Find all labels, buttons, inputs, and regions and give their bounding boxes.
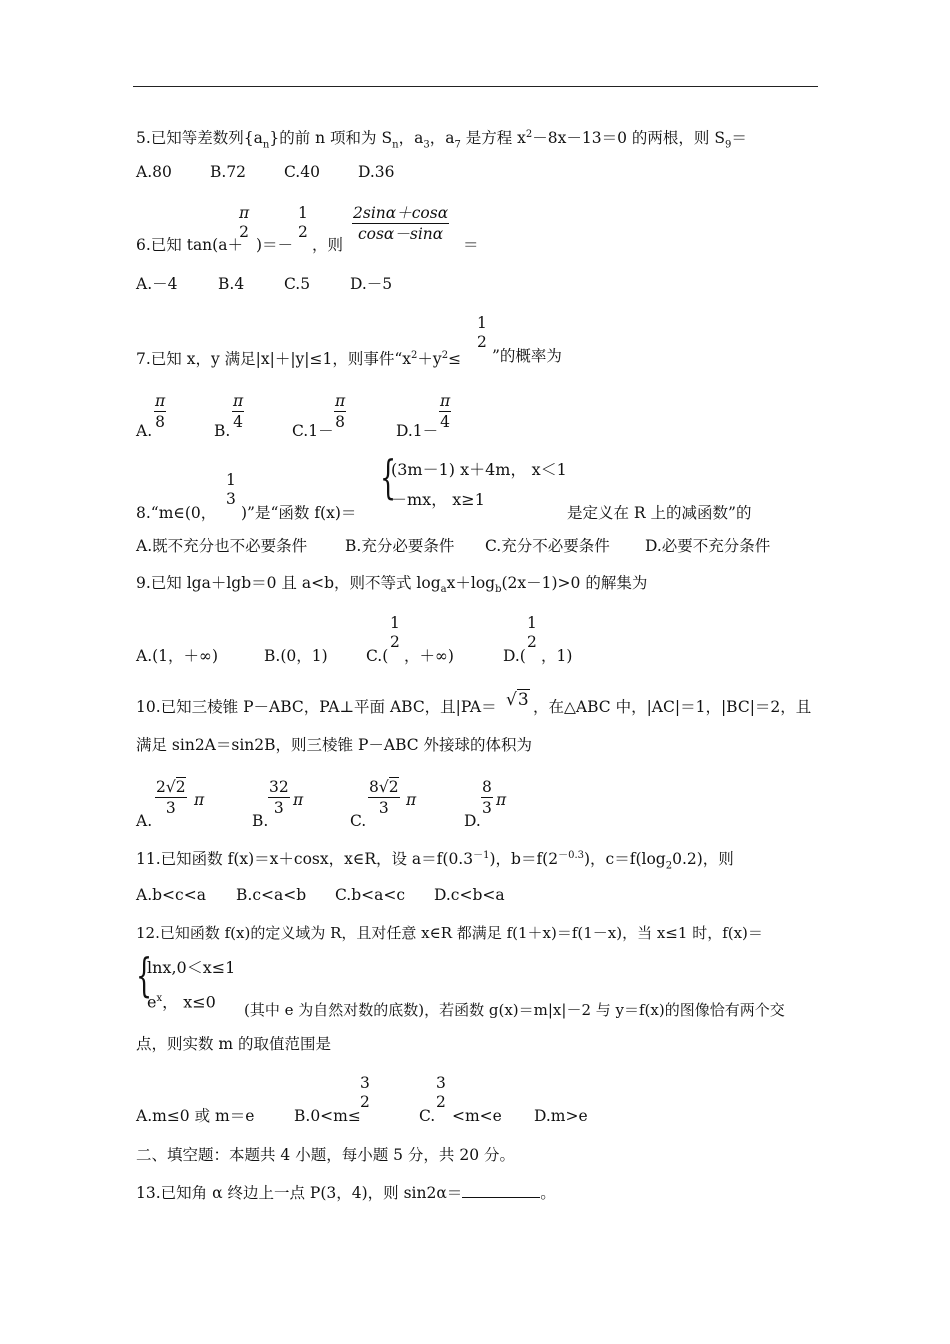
q8-one-third: 1 3 [226,471,236,508]
q10-option-a-label: A. [136,812,153,830]
q12-option-d: D.m>e [534,1107,588,1125]
q9-option-d-label: D.( [503,647,526,665]
q7-option-b-frac: π 4 [233,392,244,431]
q13-stem: 13.已知角 α 终边上一点 P(3，4)，则 sin2α＝ 。 [136,1184,556,1202]
section-2-heading: 二、填空题：本题共 4 小题，每小题 5 分，共 20 分。 [136,1146,516,1164]
q9-option-d-frac: 1 2 [527,614,537,651]
q10-option-d-frac: 8 3 [482,778,492,817]
q8-stem-start: 8.“m∈(0， [136,504,217,522]
q7-option-a-frac: π 8 [155,392,166,431]
q9-option-c-label: C.( [366,647,389,665]
q12-piecewise-brace: { [136,948,153,1002]
q5-option-d: D.36 [358,163,395,181]
q10-option-d-label: D. [464,812,481,830]
q10-stem-end: ，在△ABC 中，|AC|＝1，|BC|＝2，且 [533,698,812,716]
header-rule [133,86,818,87]
q7-option-d-frac: π 4 [440,392,451,431]
q11-option-d: D.c<b<a [434,886,505,904]
q10-option-a-frac: 2√2 3 [156,778,186,817]
q6-option-c: C.5 [284,275,311,293]
q12-option-b-label: B.0<m≤ [294,1107,361,1125]
q6-stem-mid: )＝－ [256,236,294,254]
q10-option-c-pi: π [406,791,417,809]
q12-stem-line2: (其中 e 为自然对数的底数)，若函数 g(x)＝m|x|－2 与 y＝f(x)的图像恰有两个交 [244,1001,785,1019]
q6-option-a: A.－4 [136,275,178,293]
q7-option-c-frac: π 8 [335,392,346,431]
q7-option-a-label: A. [136,422,153,440]
q6-pi-over-2: π 2 [239,204,250,241]
q7-option-d-label: D.1－ [396,422,439,440]
q7-option-c-label: C.1－ [292,422,334,440]
q6-trig-fraction: 2sinα＋cosα cosα－sinα [353,204,449,243]
q6-stem-end: ＝ [463,236,479,254]
q9-option-c-frac: 1 2 [390,614,400,651]
q12-option-a: A.m≤0 或 m＝e [136,1107,255,1125]
q9-option-c-rest: ，＋∞) [404,647,454,665]
q7-stem: 7.已知 x，y 满足|x|＋|y|≤1，则事件“$x^2+y^2\le$ [136,350,462,369]
q8-case-1: (3m－1) x＋4m， x＜1 [391,460,567,479]
q10-option-b-label: B. [252,812,269,830]
q7-half: 1 2 [477,314,487,351]
q8-option-c: C.充分不必要条件 [485,537,610,555]
q6-half: 1 2 [298,204,308,241]
q9-option-d-rest: ，1) [541,647,573,665]
q8-option-d: D.必要不充分条件 [645,537,771,555]
q6-stem-start: 6.已知 tan(a＋ [136,236,243,254]
q6-stem-then: ，则 [312,236,344,254]
q6-option-d: D.－5 [350,275,393,293]
q12-option-b-frac: 3 2 [360,1074,370,1111]
q10-stem-start: 10.已知三棱锥 P－ABC，PA⊥平面 ABC，且|PA＝ [136,698,497,716]
q10-option-b-pi: π [293,791,304,809]
q10-option-c-frac: 8√2 3 [369,778,399,817]
q12-option-c-rest: <m<e [452,1107,502,1125]
q8-piecewise-brace: { [380,450,397,504]
q10-option-a-pi: π [194,791,205,809]
q7-option-b-label: B. [214,422,231,440]
q8-case-2: －mx， x≥1 [391,490,485,509]
q6-option-b: B.4 [218,275,245,293]
q12-option-c-frac: 3 2 [436,1074,446,1111]
q9-option-a: A.(1，＋∞) [136,647,218,665]
q12-case-1: lnx,0＜x≤1 [147,958,236,977]
q9-option-b: B.(0，1) [264,647,328,665]
q12-case-2: $e^x$， x≤0 [147,992,216,1012]
q10-option-c-label: C. [350,812,367,830]
q11-option-a: A.b<c<a [136,886,206,904]
q12-stem-line3: 点，则实数 m 的取值范围是 [136,1035,332,1053]
q5-option-a: A.80 [136,163,172,181]
q10-stem-line2: 满足 sin2A＝sin2B，则三棱锥 P－ABC 外接球的体积为 [136,736,533,754]
q11-option-c: C.b<a<c [335,886,406,904]
q7-stem-end: ”的概率为 [492,347,562,365]
q9-stem: 9.已知 lga＋lgb＝0 且 a<b，则不等式 $\log_ax+\log_b(2x-1)>0$ 的解集为 [136,574,648,596]
q5-stem: 5.已知等差数列$\{a_n\}$的前 n 项和为 $S_n$，$a_3$，$a_7$ 是方程 $x^2-8x-13=0$ 的两根，则 $S_9=$ [136,129,747,151]
q5-option-b: B.72 [210,163,247,181]
q8-option-a: A.既不充分也不必要条件 [136,537,308,555]
q10-sqrt3: √3 [506,690,529,710]
q12-stem-line1: 12.已知函数 f(x)的定义域为 R，且对任意 x∈R 都满足 f(1＋x)＝f(1－x)，当 x≤1 时，f(x)＝ [136,924,763,942]
q12-option-c-label: C. [419,1107,436,1125]
q11-stem: 11.已知函数 f(x)＝x＋cosx，x∈R，设 $a=f(0.3^{-1})$，$b=f(2^{-0.3})$，$c=f(\log_20.2)$，则 [136,850,734,872]
q8-option-b: B.充分必要条件 [345,537,455,555]
q10-option-d-pi: π [496,791,507,809]
q13-answer-blank[interactable] [462,1183,540,1198]
q8-stem-mid: )”是“函数 f(x)＝ [241,504,357,522]
q8-stem-end: 是定义在 R 上的减函数”的 [567,504,752,522]
q10-option-b-frac: 32 3 [269,778,289,817]
q11-option-b: B.c<a<b [236,886,307,904]
q5-option-c: C.40 [284,163,320,181]
